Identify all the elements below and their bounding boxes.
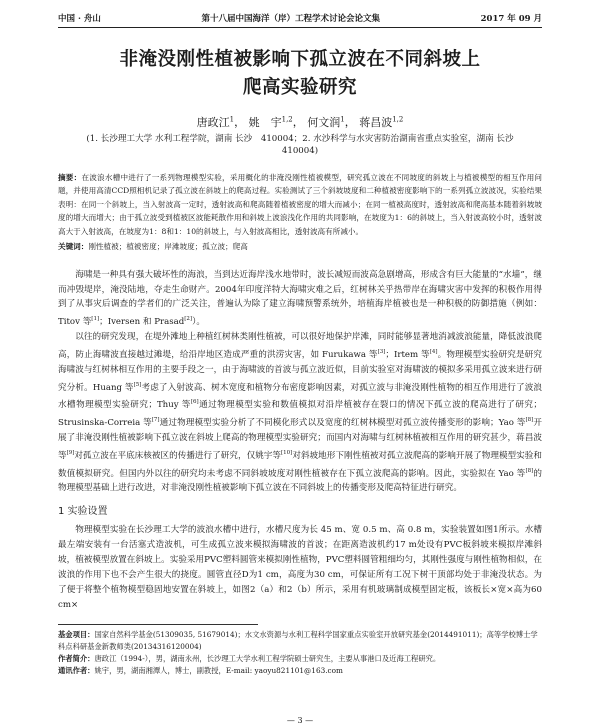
section-paragraph: 物理模型实验在长沙理工大学的波浪水槽中进行，水槽尺度为长 45 m、宽 0.5 m、高 0.8 m，实验装置如图1所示。水槽最左端安装有一台活塞式造波机，可生成孤立波来模拟海啸波的首波；在距离造波机约17 m处设有PVC板斜坡来模拟岸滩斜坡，植被模型放置在斜坡上。实验采用PVC塑料圆管来模拟刚性植物，PVC塑料圆管粗细均匀，其刚性强度与刚性植物相似，在波浪的作用下也不会产生很大的挠度。圆管直径D为1 cm，高度为30 cm，可保证所有工况下树干顶部均处于非淹没状态。为了便于将整个植物模型稳固地安置在斜坡上，如图2（a）和2（b）所示，采用有机玻璃制成模型固定板，该板长×宽×高为60 cm× xyxy=(58,525,543,610)
section-heading: 1 实验设置 xyxy=(58,506,108,518)
abstract xyxy=(58,171,542,239)
author: 蒋昌波$^{1,2}$ xyxy=(359,115,404,129)
author: 姚 宇$^{1,2}$ xyxy=(248,115,293,129)
title-line-2: 爬高实验研究 xyxy=(242,77,357,98)
intro-paragraph: 以往的研究发现，在堤外滩地上种植红树林类刚性植被，可以很好地保护岸滩，同时能够显著地消减波浪能量，降低波浪爬高，防止海啸波直接越过滩堤，给沿岸地区造成严重的洪涝灾害，如 Furukawa 等[3]；Irtem 等[4]。物理模型实验研究是研究海啸波与红树林相互作用的主要手段之一，由于海啸波的首波与孤立波近似，目前实验室对海啸波的模拟多采用孤立波来进行研究分析。Huang 等[5]考虑了入射波高、树木宽度和植物分布密度影响因素，对孤立波与非淹没刚性植物的相互作用进行了波浪水槽物理模型实验研究；Thuy 等[6]通过物理模型实验和数值模拟对沿岸植被存在裂口的情况下孤立波的爬高进行了研究；Strusinska-Correia 等[7]通过物理模型实验分析了不同模化形式以及宽度的红树林模型对孤立波传播变形的影响；Yao 等[8]开展了非淹没刚性植被影响下孤立波在斜坡上爬高的物理模型实验研究；而国内对海啸与红树林植被相互作用的研究甚少，蒋昌波等[9]对孤立波在平底床核被区的传播进行了研究，仅姚宇等[10]对斜坡地形下刚性植被对孤立波爬高的影响开展了物理模型实验和数值模拟研究。但国内外以往的研究均未考虑不同斜坡坡度对刚性植被存在下孤立波爬高的影响。因此，实验拟在 Yao 等[8]的物理模型基础上进行改进，对非淹没刚性植被影响下孤立波在不同斜坡上的传播变形及爬高特征进行研究。 xyxy=(58,332,542,494)
paper-title xyxy=(58,46,542,102)
intro-paragraph: 海啸是一种具有强大破坏性的海浪，当到达近海岸浅水地带时，波长减短而波高急剧增高，形成含有巨大能量的“水墙”，继而冲毁堤岸，淹没陆地，夺走生命财产。2004年印度洋特大海啸灾难之后，红树林关乎热带岸在海啸灾害中发挥的积极作用得到了从事灾后调查的学者们的广泛关注，普遍认为除了建立海啸预警系统外，培植海岸植被也是一种积极的防御措施（例如：Titov 等[1]；Iversen 和 Prasad[2]）。 xyxy=(58,269,542,328)
footnote-funding: 基金项目：国家自然科学基金(51309035, 51679014)；水文水资源与水利工程科学国家重点实验室开放研究基金(2014491011)；高等学校博士学科点科研基金新教师类(20134316120004) xyxy=(58,629,538,651)
affiliation: (1. 长沙理工大学 水利工程学院，湖南 长沙 410004；2. 水沙科学与水灾害防治湖南省重点实验室，湖南 长沙 410004) xyxy=(86,133,523,156)
page-number: — 3 — xyxy=(286,716,314,725)
keywords xyxy=(58,240,542,253)
keywords-text: 刚性植被；植被密度；岸滩坡度；孤立波；爬高 xyxy=(88,241,248,251)
author: 何文润$^1$ xyxy=(307,115,345,129)
author-list: 唐政江$^1$， 姚 宇$^{1,2}$， 何文润$^1$， 蒋昌波$^{1,2}$ xyxy=(196,115,404,129)
footnote-corresponding: 通讯作者：姚宇，男，湖南湘潭人，博士，副教授，E-mail: yaoyu821101@163.com xyxy=(58,665,343,675)
keywords-label: 关键词： xyxy=(58,241,89,251)
header-location: 中国 · 舟山 xyxy=(58,14,101,24)
footnote-author-bio: 作者简介：唐政江（1994-），男，湖南永州，长沙理工大学水利工程学院硕士研究生，主要从事港口及近海工程研究。 xyxy=(58,653,441,663)
footnotes xyxy=(58,629,542,677)
abstract-label: 摘要： xyxy=(58,172,82,182)
author: 唐政江$^1$ xyxy=(196,115,235,129)
abstract-text: 在波浪水槽中进行了一系列物理模型实验，采用概化的非淹没刚性植被模型，研究孤立波在不同坡度的斜坡上与植被模型的相互作用问题，并使用高清CCD照相机记录了孤立波在斜坡上的爬高过程。实验测试了三个斜坡坡度和二种植被密度影响下的一系列孤立波波况，实验结果表明：在同一个斜坡上，当入射波高一定时，透射波高和爬高随着植被密度的增大而减小；在同一植被高度时，透射波高和爬高基本随着斜坡坡度的增大而增大；由于孤立波受到植被区波能耗散作用和斜坡上波浪浅化作用的共同影响，在坡度为1：6的斜坡上，当入射波高较小时，透射波高大于入射波高，在坡度为1：8和1：10的斜坡上，与入射波高相比，透射波高有所减小。 xyxy=(58,172,543,237)
footnote-divider xyxy=(58,624,258,625)
header-date: 2017 年 09 月 xyxy=(480,14,542,24)
title-line-1: 非淹没刚性植被影响下孤立波在不同斜坡上 xyxy=(119,49,481,70)
running-header xyxy=(58,14,542,28)
header-proceedings: 第十八届中国海洋（岸）工程学术讨论会论文集 xyxy=(201,14,381,24)
